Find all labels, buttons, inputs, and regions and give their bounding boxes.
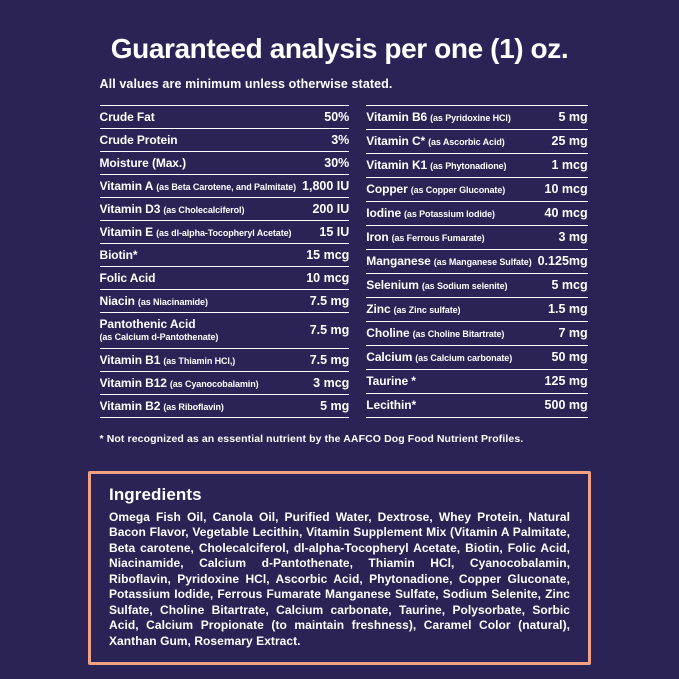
analysis-row <box>100 289 350 312</box>
nutrient-name: Vitamin D3 <box>99 201 161 216</box>
nutrient-value: 5 mg <box>558 110 588 125</box>
nutrient-label <box>100 353 236 367</box>
nutrient-label <box>366 158 506 172</box>
nutrient-label <box>100 294 208 308</box>
nutrient-label <box>100 399 224 413</box>
analysis-row <box>100 197 350 220</box>
nutrient-source: (as Riboflavin) <box>163 401 224 412</box>
nutrient-value: 7.5 mg <box>309 323 350 338</box>
nutrient-source: (as Sodium selenite) <box>421 281 508 292</box>
nutrient-value: 40 mcg <box>544 206 588 221</box>
nutrient-label <box>366 350 512 364</box>
nutrient-value: 0.125mg <box>537 254 588 269</box>
analysis-row <box>366 321 587 345</box>
nutrient-label <box>100 179 297 193</box>
nutrient-value: 25 mg <box>551 134 588 149</box>
nutrient-source: (as Thiamin HCl,) <box>163 355 236 366</box>
nutrient-source: (as Potassium Iodide) <box>404 209 495 220</box>
analysis-row <box>366 177 587 201</box>
nutrient-source: (as Niacinamide) <box>137 296 208 307</box>
nutrient-name: Crude Protein <box>99 132 178 147</box>
analysis-row <box>100 105 350 128</box>
ingredients-box <box>88 471 591 666</box>
analysis-row <box>366 153 587 177</box>
nutrient-name: Vitamin K1 <box>366 158 428 173</box>
analysis-row <box>366 393 587 417</box>
page-subtitle: All values are minimum unless otherwise stated. <box>99 76 393 91</box>
nutrient-value: 50% <box>324 109 350 124</box>
aafco-footnote: * Not recognized as an essential nutrient by the AAFCO Dog Food Nutrient Profiles. <box>99 432 524 445</box>
nutrient-value: 15 IU <box>319 224 350 239</box>
nutrient-label <box>366 326 504 340</box>
analysis-row <box>366 249 587 273</box>
nutrient-label <box>100 317 219 343</box>
analysis-row <box>100 371 350 394</box>
nutrient-source: (as Copper Gluconate) <box>410 185 506 196</box>
nutrient-name: Crude Fat <box>99 109 155 124</box>
nutrient-label <box>100 110 155 124</box>
nutrient-name: Iodine <box>366 206 402 221</box>
nutrient-label <box>366 278 507 292</box>
nutrient-value: 200 IU <box>312 201 350 216</box>
nutrient-value: 125 mg <box>544 374 588 389</box>
nutrient-label <box>100 156 187 170</box>
nutrient-source: (as Calcium carbonate) <box>415 353 513 364</box>
nutrient-name: Folic Acid <box>99 270 156 285</box>
nutrient-source: (as Beta Carotene, and Palmitate) <box>156 181 297 192</box>
nutrient-name: Vitamin A <box>99 178 154 193</box>
nutrient-value: 30% <box>324 155 350 170</box>
nutrient-name: Iron <box>366 230 389 245</box>
nutrient-name: Vitamin B2 <box>99 398 161 413</box>
nutrient-label <box>100 225 292 239</box>
nutrient-label <box>100 376 259 390</box>
nutrient-label <box>366 230 484 244</box>
nutrient-label <box>100 202 245 216</box>
analysis-row <box>100 266 350 289</box>
nutrient-source: (as Pyridoxine HCl) <box>430 113 511 124</box>
ingredients-heading: Ingredients <box>109 484 202 504</box>
nutrient-value: 10 mcg <box>544 182 588 197</box>
nutrient-source: (as Choline Bitartrate) <box>412 329 505 340</box>
analysis-row <box>366 225 587 249</box>
analysis-row <box>366 105 587 129</box>
nutrient-value: 500 mg <box>544 398 588 413</box>
nutrient-value: 3 mcg <box>313 375 350 390</box>
nutrient-source: (as Manganese Sulfate) <box>433 257 532 268</box>
nutrient-label <box>366 302 460 316</box>
analysis-tables <box>99 105 588 418</box>
nutrient-label <box>366 182 505 196</box>
nutrient-value: 3 mg <box>558 230 588 245</box>
nutrient-label <box>366 254 531 268</box>
nutrient-label <box>366 374 416 388</box>
nutrient-name: Vitamin C* <box>366 134 426 149</box>
nutrient-source: (as Phytonadione) <box>430 161 507 172</box>
nutrient-label <box>366 206 495 220</box>
analysis-row <box>100 312 350 348</box>
nutrient-value: 10 mcg <box>306 270 350 285</box>
nutrient-value: 50 mg <box>551 350 588 365</box>
nutrient-source: (as Zinc sulfate) <box>393 305 461 316</box>
analysis-table-right <box>366 105 587 418</box>
nutrient-label <box>366 134 504 148</box>
nutrient-value: 3% <box>331 132 350 147</box>
page-title: Guaranteed analysis per one (1) oz. <box>110 33 569 64</box>
nutrient-name: Selenium <box>366 278 419 293</box>
nutrient-name: Moisture (Max.) <box>99 155 187 170</box>
nutrient-name: Choline <box>366 326 410 341</box>
analysis-row <box>366 273 587 297</box>
nutrient-name: Manganese <box>366 254 431 269</box>
ingredients-text: Omega Fish Oil, Canola Oil, Purified Water, Dextrose, Whey Protein, Natural Bacon Flavor, Vegetable Lecithin, Vitamin Supplement Mix (Vitamin A Palmitate, Beta carotene, Cholecalciferol, dl-alpha-Tocopheryl Acetate, Biotin, Folic Acid, Niacinamide, Calcium d-Pantothenate, Thiamin HCl, Cyanocobalamin, Riboflavin, Pyridoxine HCl, Ascorbic Acid, Phytonadione, Copper Gluconate, Potassium Iodide, Ferrous Fumarate Manganese Sulfate, Sodium Selenite, Zinc Sulfate, Choline Bitartrate, Calcium carbonate, Taurine, Polysorbate, Sorbic Acid, Calcium Propionate (to maintain freshness), Caramel Color (natural), Xanthan Gum, Rosemary Extract. <box>109 509 570 648</box>
nutrient-name: Lecithin* <box>366 398 417 413</box>
analysis-row <box>366 201 587 225</box>
nutrient-value: 15 mcg <box>306 247 350 262</box>
analysis-row <box>100 348 350 371</box>
nutrient-label <box>366 110 510 124</box>
nutrient-name: Copper <box>366 182 408 197</box>
nutrient-source: (as dl-alpha-Tocopheryl Acetate) <box>156 227 292 238</box>
analysis-row <box>366 129 587 153</box>
analysis-row <box>100 394 350 417</box>
nutrient-value: 1.5 mg <box>548 302 588 317</box>
nutrient-name: Taurine * <box>366 374 416 389</box>
nutrient-value: 5 mg <box>320 398 350 413</box>
analysis-row <box>366 297 587 321</box>
nutrient-label <box>100 248 138 262</box>
nutrient-name: Pantothenic Acid <box>99 317 196 332</box>
nutrient-source: (as Ferrous Fumarate) <box>391 233 485 244</box>
nutrient-name: Calcium <box>366 350 413 365</box>
nutrient-name: Niacin <box>99 293 135 308</box>
analysis-row <box>100 151 350 174</box>
nutrient-label <box>100 133 178 147</box>
nutrient-label <box>366 398 416 412</box>
nutrient-value: 7.5 mg <box>309 293 350 308</box>
analysis-row <box>100 128 350 151</box>
nutrient-name: Vitamin E <box>99 224 154 239</box>
nutrient-source: (as Cyanocobalamin) <box>169 378 259 389</box>
nutrient-name: Vitamin B1 <box>99 352 161 367</box>
nutrient-value: 5 mcg <box>551 278 588 293</box>
analysis-row <box>366 369 587 393</box>
analysis-row <box>100 243 350 266</box>
nutrient-source: (as Ascorbic Acid) <box>428 137 505 148</box>
nutrient-label <box>100 271 156 285</box>
nutrient-value: 1 mcg <box>551 158 588 173</box>
nutrient-name: Zinc <box>366 302 391 317</box>
analysis-table-left <box>100 105 350 418</box>
analysis-row <box>100 220 350 243</box>
nutrient-name: Vitamin B6 <box>366 110 428 125</box>
analysis-row <box>366 345 587 369</box>
nutrient-value: 7 mg <box>558 326 588 341</box>
nutrient-value: 1,800 IU <box>302 178 350 193</box>
nutrient-value: 7.5 mg <box>309 352 350 367</box>
nutrient-source: (as Cholecalciferol) <box>163 204 245 215</box>
nutrient-name: Biotin* <box>99 247 138 262</box>
nutrient-name: Vitamin B12 <box>99 375 167 390</box>
nutrient-source: (as Calcium d-Pantothenate) <box>99 332 219 343</box>
analysis-row <box>100 174 350 197</box>
